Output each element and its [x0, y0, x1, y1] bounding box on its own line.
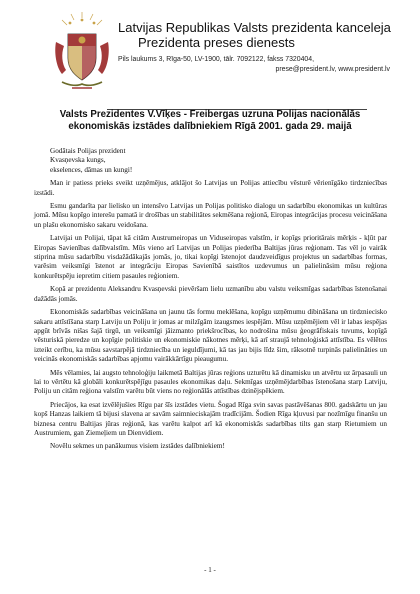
salutation: [34, 147, 387, 175]
contact-email-web: prese@president.lv, www.president.lv: [275, 66, 390, 73]
paragraph: Priecājos, ka esat izvēlējušies Rīgu par šīs izstādes vietu. Šogad Rīga svin savas pastāvēšanas 800. gadskārtu un jau kopš Hanzas laikiem tā bijusi slavena ar savām saimnieciskajām tradīcijām. Šodien Rīga kļuvusi par nozīmīgu finanšu un biznesa centru Baltijas jūras reģionā, kas varētu kalpot arī kā ekonomiskās sadarbības tilts gan starp Rietumiem un Austrumiem, gan Ziemeļiem un Dienvidiem.: [34, 400, 387, 437]
page-number: - 1 -: [204, 566, 216, 574]
paragraph: Latvijai un Polijai, tāpat kā citām Austrumeiropas un Viduseiropas valstīm, ir kopīgs prioritārais mērķis - kļūt par Eiropas Savienības dalībvalstīm. Mūs vieno arī Latvijas un Polijas piederība Baltijas jūras reģionam. Tas vēl jo vairāk stiprina mūsu sadarbību visdažādākajās jomās, jo, tikai kopīgi īstenojot daudzveidīgus projektus un sadarbības formas, varēsim veiksmīgi īstenot ar integrāciju Eiropas Savienībā saistītos uzdevumus un palielināsim mūsu reģiona konkurētspēju iepretim citiem pasaules reģioniem.: [34, 234, 387, 280]
speech-body: [34, 147, 387, 456]
contact-address: Pils laukums 3, Rīga-50, LV-1900, tālr. 7092122, fakss 7320404,: [118, 56, 314, 63]
paragraph: Man ir patiess prieks sveikt uzņēmējus, atklājot šo Latvijas un Polijas attiecību vēsturē vērienīgāko tirdzniecības izstādi.: [34, 179, 387, 197]
paragraph: Kopā ar prezidentu Aleksandru Kvasņevski pievēršam lielu uzmanību abu valstu veiksmīgas sadarbības īstenošanai dažādās jomās.: [34, 285, 387, 303]
salutation-line: Kvasņevska kungs,: [50, 156, 106, 165]
letterhead-text: [118, 20, 398, 75]
organization-name: Latvijas Republikas Valsts prezidenta kanceleja: [118, 20, 391, 35]
coat-of-arms-emblem: [52, 12, 112, 92]
salutation-line: ekselences, dāmas un kungi!: [50, 165, 133, 174]
paragraph: Mēs vēlamies, lai augsto tehnoloģiju laikmetā Baltijas jūras reģions uzturētu kā dinamisku un atvērtu uz ārpasauli un lai to vērtētu kā globāli konkurētspējīgu pasaules ekonomikas daļu. Sekmīgas uzņēmējdarbības īstenošana starp Latviju, Poliju un citām reģiona valstīm varētu būt viens no reģionālās attīstības dzinējspēkiem.: [34, 368, 387, 396]
paragraph: Novēlu sekmes un panākumus visiem izstādes dalībniekiem!: [50, 442, 225, 451]
letterhead: [52, 12, 391, 120]
salutation-line: Godātais Polijas prezident: [50, 147, 126, 155]
department-name: Prezidenta preses dienests: [138, 35, 295, 50]
paragraph: Esmu gandarīta par lielisko un intensīvo Latvijas un Polijas politisko dialogu un sadarbību ekonomikas un kultūras jomā. Mūsu kopīgo interešu pamatā ir drošības un stabilitātes sekmēšana reģionā, Eiropas integrācijas procesu veicināšana un plašu ekonomisko sakaru veidošana.: [34, 202, 387, 229]
paragraph: Ekonomiskās sadarbības veicināšana un jaunu tās formu meklēšana, kopīgu uzņēmumu dibināšana un tirdzniecisko sakaru attīstīšana starp Latviju un Poliju ir jomas ar milzīgām izaugsmes iespējām. Mūsu uzņēmējiem vēl ir labas iespējas apgūt brīvās nišas šajā tirgū, un veiksmīgi jāizmanto priekšrocības, ko nodrošina mūsu ģeogrāfiskais tuvums, kopīgā vēsturiskā pieredze un kopīgie politiskie un ekonomiskie nākotnes mērķi, kā arī straujā tehnoloģiskā attīstība. Es vēlētos izteikt cerību, ka mūsu savstarpējā tirdzniecība un ieguldījumi, kā tas jau bijis līdz šim, rāksotnē turpinās palielināties un veicinās ekonomiskās sadarbības apjomu vairākkārtīgu pieaugumu.: [34, 308, 387, 364]
document-title: Valsts Prezidentes V.Vīķes - Freibergas uzruna Polijas nacionālās ekonomiskās izstādes dalībniekiem Rīgā 2001. gada 29. maijā: [59, 109, 361, 133]
